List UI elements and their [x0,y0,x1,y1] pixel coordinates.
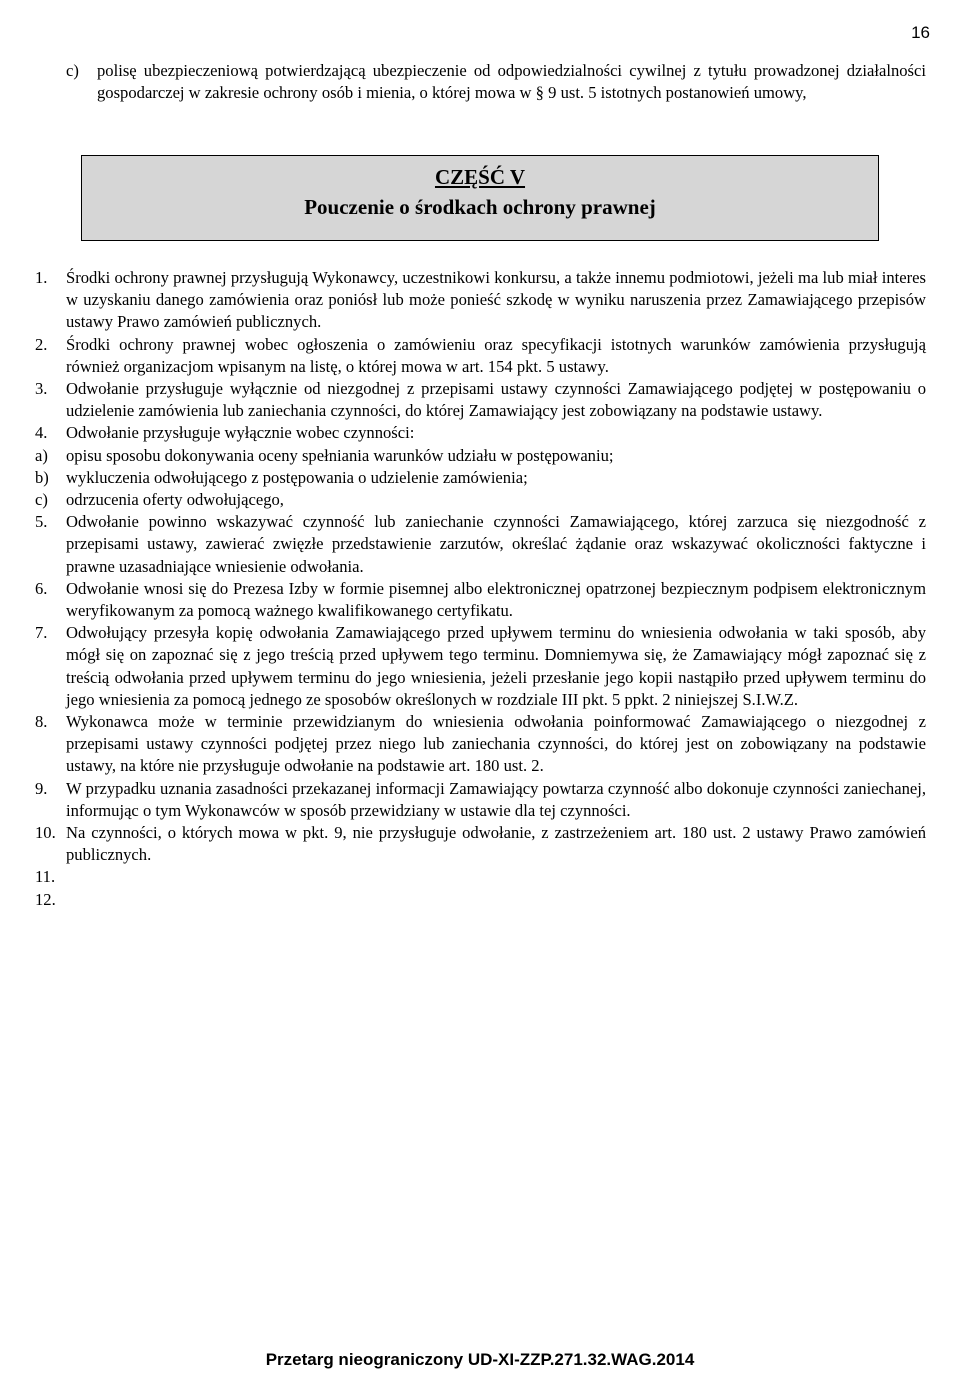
list-marker: 9. [35,778,48,798]
list-item [35,445,926,467]
list-marker: b) [35,467,49,487]
section-header-box [81,155,879,241]
list-item [35,778,926,822]
list-item [35,866,926,888]
list-marker: c) [35,490,48,510]
list-item-text: opisu sposobu dokonywania oceny spełniania warunków udziału w postępowaniu; [66,445,614,465]
list-marker: 2. [35,334,48,354]
list-item-text: W przypadku uznania zasadności przekazanej informacji Zamawiający powtarza czynność albo dokonuje czynności zaniechanej, informując o tym Wykonawców w sposób przewidziany w ustawie dla tej czynności. [66,778,926,820]
list-marker: 12. [35,889,56,909]
list-item [35,489,926,511]
list-item-text [66,866,926,888]
section-title: CZĘŚĆ V [434,165,526,189]
list-marker: 7. [35,623,48,643]
list-item-text: polisę ubezpieczeniową potwierdzającą ubezpieczenie od odpowiedzialności cywilnej z tytułu prowadzonej działalności gospodarczej w zakresie ochrony osób i mienia, o której mowa w § 9 ust. 5 istotnych postanowień umowy, [97,61,926,103]
list-item-text: Odwołanie wnosi się do Prezesa Izby w formie pisemnej albo elektronicznej opatrzonej bezpiecznym podpisem elektronicznym weryfikowanym za pomocą ważnego kwalifikowanego certyfikatu. [66,578,926,621]
list-item [35,511,926,578]
list-item-text: Odwołanie przysługuje wyłącznie od niezgodnej z przepisami ustawy czynności Zamawiającego podjętej w postępowaniu o udzielenie zamówienia lub zaniechania czynności, do której Zamawiający jest zobowiązany na podstawie ustawy. [66,379,926,421]
list-item-text: Odwołujący przesyła kopię odwołania Zamawiającego przed upływem terminu do wniesienia odwołania w taki sposób, aby mógł się on zapoznać się z jego treścią przed upływem tego terminu. Domniemywa się, że Zamawiający mógł zapoznać się z treścią odwołania przed upływem terminu do jego wniesienia, jeżeli przesłanie jego kopii nastąpiło przed upływem terminu do jego wniesienia za pomocą jednego ze sposobów określonych w rozdziale III pkt. 5 ppkt. 2 niniejszej S.I.W.Z. [66,623,926,709]
list-marker: 5. [35,512,48,532]
list-item-text: odrzucenia oferty odwołującego, [66,490,284,510]
section-subtitle: Pouczenie o środkach ochrony prawnej [304,195,656,219]
list-item [35,378,926,422]
list-marker: 3. [35,379,48,399]
list-item-text: Środki ochrony prawnej przysługują Wykonawcy, uczestnikowi konkursu, a także innemu podmiotowi, jeżeli ma lub miał interes w uzyskaniu danego zamówienia oraz poniósł lub może ponieść szkodę w wyniku naruszenia przez Zamawiającego przepisów ustawy Prawo zamówień publicznych. [66,268,926,332]
list-marker: a) [35,445,48,465]
list-item [35,467,926,489]
page-number: 16 [911,23,930,42]
list-item-text: wykluczenia odwołującego z postępowania o udzielenie zamówienia; [66,467,528,487]
list-item-text: Odwołanie przysługuje wyłącznie wobec czynności: [66,423,415,443]
list-item [35,422,926,444]
list-marker: 6. [35,578,48,598]
list-item [35,889,926,911]
list-item [35,822,926,866]
list-marker: c) [66,61,79,80]
legal-remedies-list [35,267,926,911]
list-marker: 4. [35,423,48,443]
list-item-text: Odwołanie powinno wskazywać czynność lub zaniechanie czynności Zamawiającego, której zarzuca się niezgodność z przepisami ustawy, zawierać zwięzłe przedstawienie zarzutów, określać żądanie oraz wskazywać okoliczności faktyczne i prawne uzasadniające wniesienie odwołania. [66,512,926,576]
list-item-text: Na czynności, o których mowa w pkt. 9, nie przysługuje odwołanie, z zastrzeżeniem art. 180 ust. 2 ustawy Prawo zamówień publicznych. [66,823,926,865]
list-marker: 11. [35,867,56,887]
list-item-text: Wykonawca może w terminie przewidzianym do wniesienia odwołania poinformować Zamawiającego o niezgodnej z przepisami ustawy czynności podjętej przez niego lub zaniechania czynności, do której jest on zobowiązany na podstawie ustawy, na które nie przysługuje odwołanie na podstawie art. 180 ust. 2. [66,712,926,776]
list-item [35,334,926,378]
list-item [35,578,926,622]
list-item [35,622,926,711]
list-item [35,267,926,334]
list-marker: 8. [35,712,48,732]
list-item-text: Środki ochrony prawnej wobec ogłoszenia o zamówieniu oraz specyfikacji istotnych warunków zamówienia przysługują również organizacjom wpisanym na listę, o której mowa w art. 154 pkt. 5 ustawy. [66,334,926,376]
list-marker: 10. [35,823,56,843]
list-item-text [66,889,926,911]
list-marker: 1. [35,268,48,287]
footer-reference: Przetarg nieograniczony UD-XI-ZZP.271.32.WAG.2014 [265,1350,695,1369]
list-item [35,711,926,778]
intro-list-item [66,60,926,104]
